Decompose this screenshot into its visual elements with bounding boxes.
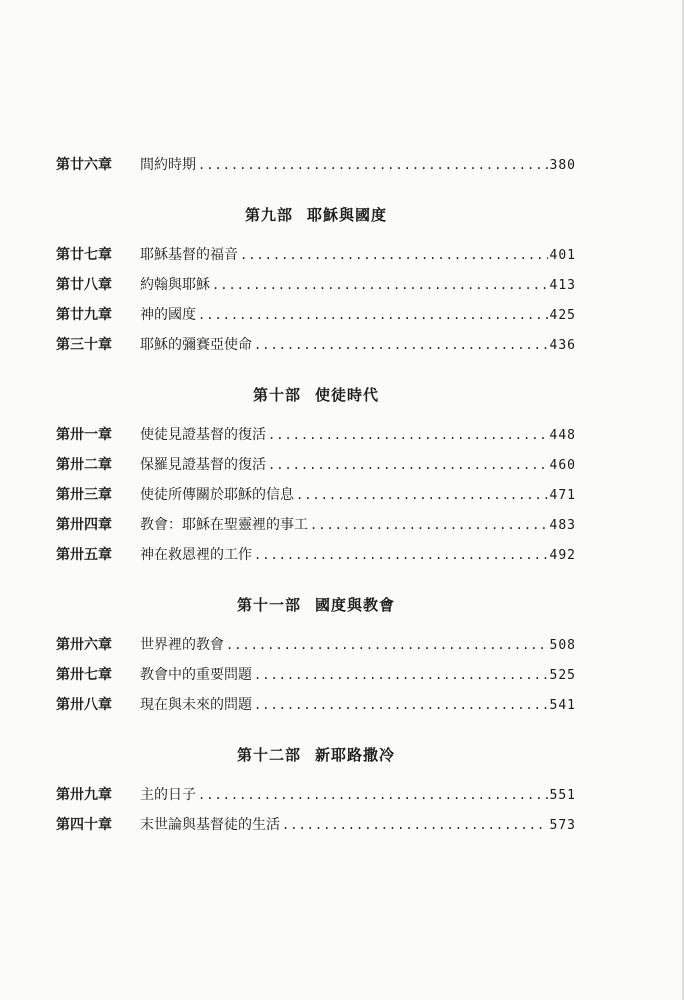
page-number: 551 [549, 788, 576, 803]
toc-entry [56, 150, 576, 180]
chapter-number: 第卅一章 [56, 427, 112, 443]
page-number: 471 [549, 488, 576, 503]
part-number: 第九部 [244, 206, 293, 224]
chapter-number: 第卅四章 [56, 517, 112, 533]
dot-leader [282, 810, 548, 840]
part-heading [56, 590, 576, 620]
toc-entry [56, 810, 576, 840]
dot-leader [268, 450, 548, 480]
page-number: 380 [549, 158, 576, 173]
toc-entry [56, 510, 576, 540]
chapter-title: 末世論與基督徒的生活 [140, 817, 280, 833]
chapter-title: 神在救恩裡的工作 [140, 547, 252, 563]
dot-leader [268, 420, 548, 450]
chapter-title: 間約時期 [140, 157, 196, 173]
part-heading [56, 740, 576, 770]
toc-entry [56, 690, 576, 720]
dot-leader [254, 540, 548, 570]
dot-leader [198, 780, 548, 810]
page-number: 525 [549, 668, 576, 683]
chapter-number: 第廿八章 [56, 277, 112, 293]
dot-leader [226, 630, 548, 660]
part-number: 第十一部 [236, 596, 301, 614]
dot-leader [310, 510, 548, 540]
chapter-title: 教會中的重要問題 [140, 667, 252, 683]
chapter-title: 教會：耶穌在聖靈裡的事工 [140, 517, 308, 533]
page-number: 492 [549, 548, 576, 563]
chapter-number: 第卅六章 [56, 637, 112, 653]
chapter-title: 使徒見證基督的復活 [140, 427, 266, 443]
chapter-number: 第卅七章 [56, 667, 112, 683]
dot-leader [254, 330, 548, 360]
chapter-number: 第三十章 [56, 337, 112, 353]
chapter-number: 第廿七章 [56, 247, 112, 263]
chapter-title: 現在與未來的問題 [140, 697, 252, 713]
chapter-number: 第廿九章 [56, 307, 112, 323]
page-number: 436 [549, 338, 576, 353]
page-number: 483 [549, 518, 576, 533]
part-title: 國度與教會 [315, 596, 396, 614]
chapter-title: 使徒所傳關於耶穌的信息 [140, 487, 294, 503]
part-heading [56, 200, 576, 230]
page-number: 448 [549, 428, 576, 443]
toc-entry [56, 630, 576, 660]
page-number: 460 [549, 458, 576, 473]
part-number: 第十部 [252, 386, 301, 404]
chapter-number: 第卅二章 [56, 457, 112, 473]
page-number: 508 [549, 638, 576, 653]
dot-leader [240, 240, 548, 270]
page-number: 413 [549, 278, 576, 293]
toc-entry [56, 330, 576, 360]
part-heading [56, 380, 576, 410]
chapter-title: 耶穌的彌賽亞使命 [140, 337, 252, 353]
chapter-number: 第卅九章 [56, 787, 112, 803]
chapter-number: 第四十章 [56, 817, 112, 833]
part-title: 耶穌與國度 [307, 206, 388, 224]
page-number: 573 [549, 818, 576, 833]
page-number: 425 [549, 308, 576, 323]
toc-entry [56, 780, 576, 810]
chapter-title: 耶穌基督的福音 [140, 247, 238, 263]
toc-entry [56, 420, 576, 450]
chapter-number: 第卅五章 [56, 547, 112, 563]
dot-leader [198, 150, 548, 180]
dot-leader [254, 660, 548, 690]
part-number: 第十二部 [236, 746, 301, 764]
chapter-number: 第廿六章 [56, 157, 112, 173]
toc-entry [56, 300, 576, 330]
toc-entry [56, 270, 576, 300]
page-number: 541 [549, 698, 576, 713]
toc-entry [56, 240, 576, 270]
chapter-title: 世界裡的教會 [140, 637, 224, 653]
chapter-title: 神的國度 [140, 307, 196, 323]
page-number: 401 [549, 248, 576, 263]
chapter-title: 主的日子 [140, 787, 196, 803]
toc-entry [56, 660, 576, 690]
part-title: 使徒時代 [315, 386, 380, 404]
chapter-number: 第卅三章 [56, 487, 112, 503]
part-title: 新耶路撒冷 [315, 746, 396, 764]
dot-leader [254, 690, 548, 720]
toc-entry [56, 480, 576, 510]
dot-leader [198, 300, 548, 330]
dot-leader [212, 270, 548, 300]
chapter-title: 保羅見證基督的復活 [140, 457, 266, 473]
dot-leader [296, 480, 548, 510]
toc-entry [56, 540, 576, 570]
table-of-contents [56, 150, 576, 840]
chapter-title: 約翰與耶穌 [140, 277, 210, 293]
chapter-number: 第卅八章 [56, 697, 112, 713]
toc-entry [56, 450, 576, 480]
